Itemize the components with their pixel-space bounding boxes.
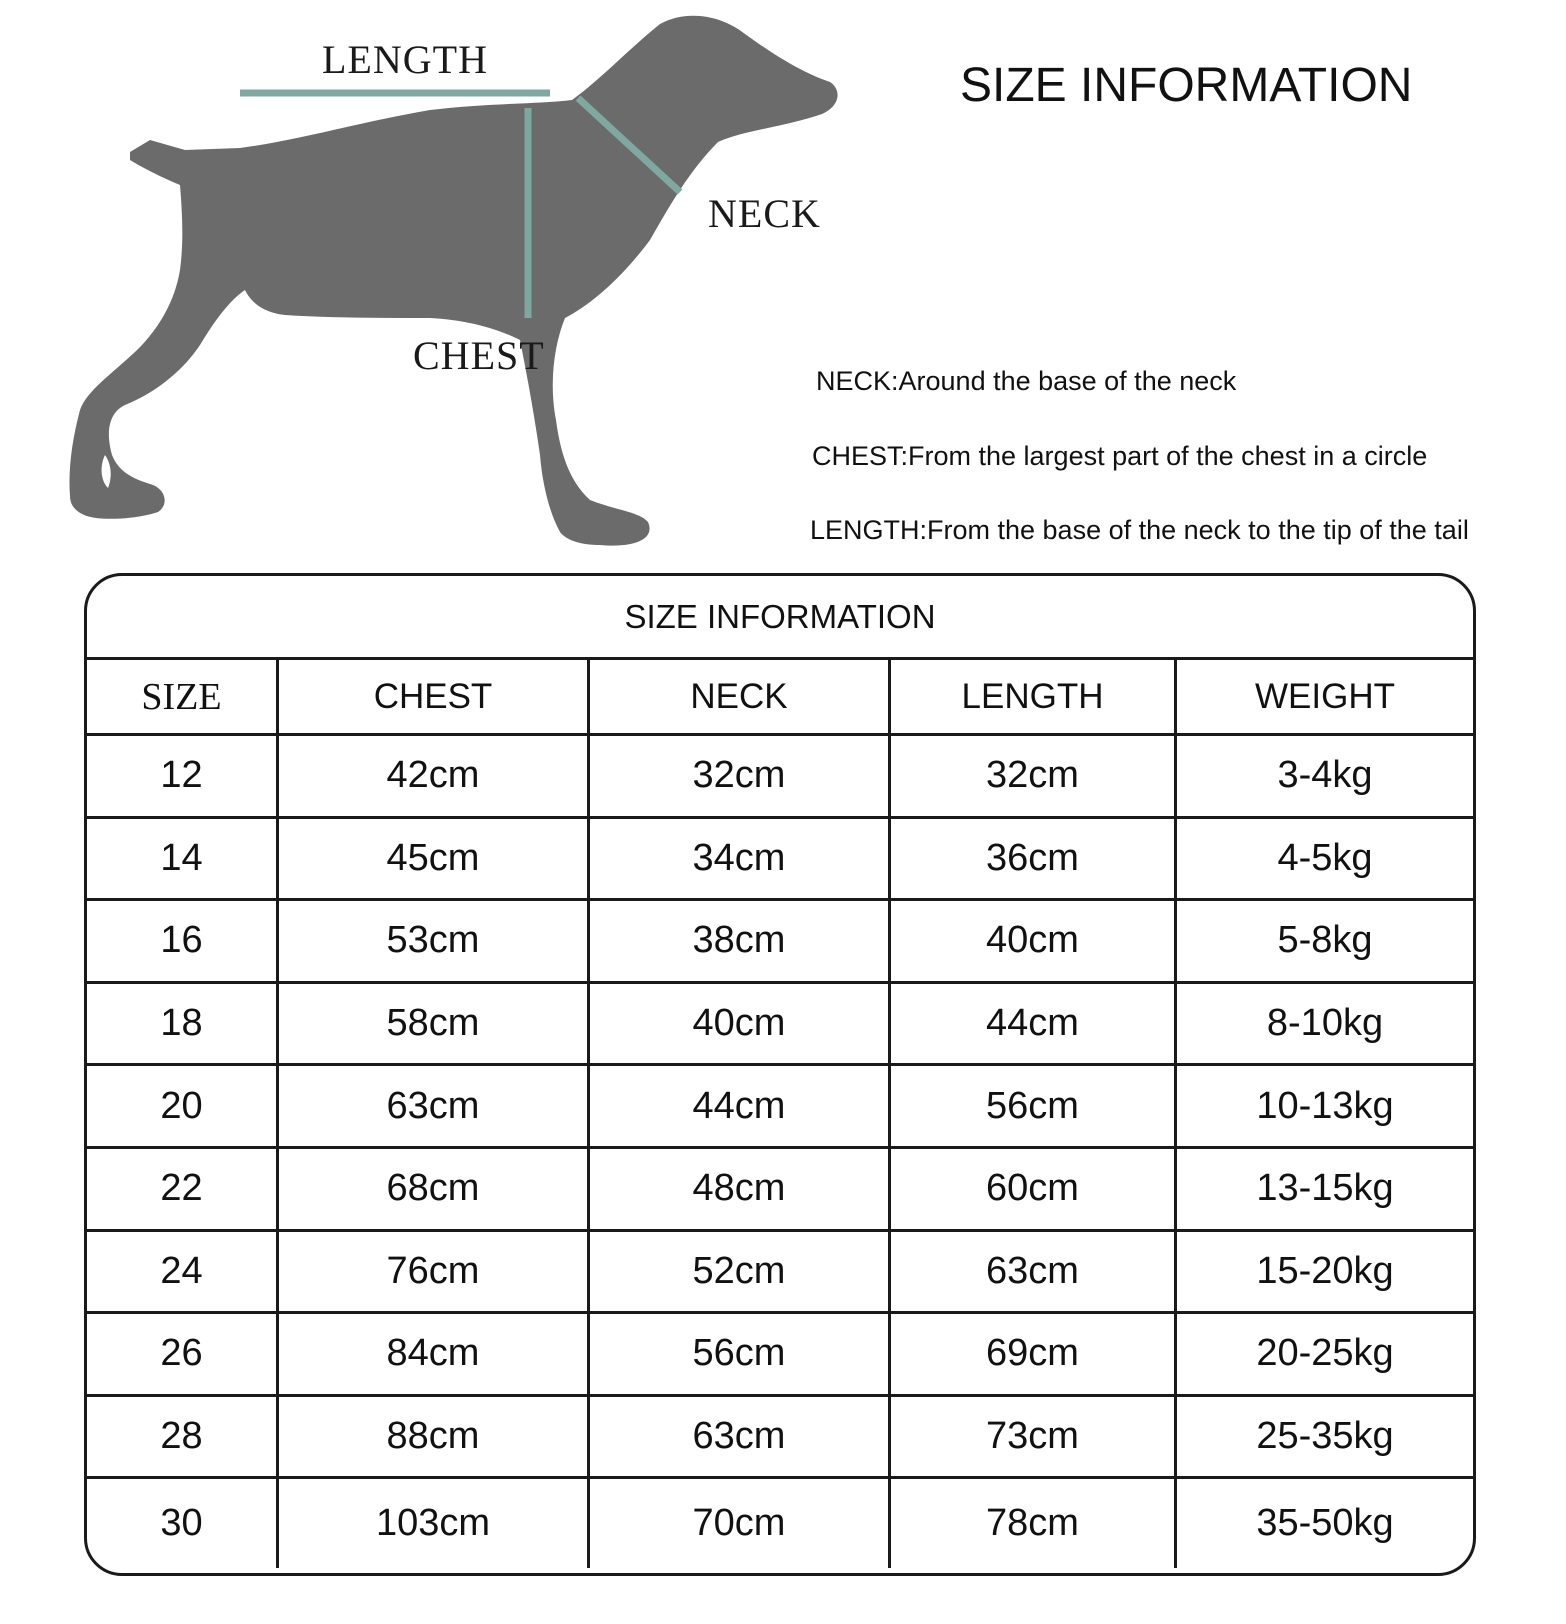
- chest-label: CHEST: [413, 333, 545, 378]
- cell-length: 32cm: [891, 736, 1177, 816]
- table-row: [87, 819, 1473, 902]
- cell-chest: 68cm: [279, 1149, 590, 1229]
- dog-measurement-figure: [0, 0, 860, 560]
- cell-length: 78cm: [891, 1479, 1177, 1568]
- table-row: [87, 901, 1473, 984]
- header-neck: NECK: [590, 660, 891, 733]
- cell-chest: 58cm: [279, 984, 590, 1064]
- cell-neck: 63cm: [590, 1397, 891, 1477]
- cell-neck: 32cm: [590, 736, 891, 816]
- cell-chest: 42cm: [279, 736, 590, 816]
- cell-chest: 84cm: [279, 1314, 590, 1394]
- header-size: SIZE: [87, 660, 279, 733]
- header-length: LENGTH: [891, 660, 1177, 733]
- table-row: [87, 1479, 1473, 1568]
- cell-chest: 76cm: [279, 1232, 590, 1312]
- cell-weight: 4-5kg: [1277, 836, 1373, 879]
- cell-weight: 10-13kg: [1256, 1084, 1394, 1127]
- cell-size: 22: [87, 1149, 279, 1229]
- size-table: [84, 573, 1476, 1576]
- cell-length: 44cm: [891, 984, 1177, 1064]
- table-row: [87, 984, 1473, 1067]
- cell-length: 63cm: [891, 1232, 1177, 1312]
- cell-neck: 34cm: [590, 819, 891, 899]
- cell-weight: 5-8kg: [1277, 919, 1373, 962]
- length-label: LENGTH: [322, 37, 488, 82]
- table-row: [87, 1314, 1473, 1397]
- cell-weight: 13-15kg: [1256, 1167, 1394, 1210]
- neck-definition: NECK:Around the base of the neck: [816, 366, 1237, 396]
- cell-size: 16: [87, 901, 279, 981]
- header-weight: WEIGHT: [1255, 676, 1395, 716]
- table-row: [87, 736, 1473, 819]
- table-header-row: [87, 660, 1473, 736]
- cell-chest: 63cm: [279, 1066, 590, 1146]
- cell-length: 56cm: [891, 1066, 1177, 1146]
- cell-neck: 70cm: [590, 1479, 891, 1568]
- table-caption: SIZE INFORMATION: [87, 576, 1473, 660]
- cell-length: 36cm: [891, 819, 1177, 899]
- cell-length: 60cm: [891, 1149, 1177, 1229]
- table-row: [87, 1066, 1473, 1149]
- table-row: [87, 1397, 1473, 1480]
- cell-size: 20: [87, 1066, 279, 1146]
- cell-chest: 103cm: [279, 1479, 590, 1568]
- cell-size: 12: [87, 736, 279, 816]
- cell-length: 40cm: [891, 901, 1177, 981]
- cell-size: 18: [87, 984, 279, 1064]
- cell-weight: 25-35kg: [1256, 1415, 1394, 1458]
- cell-length: 69cm: [891, 1314, 1177, 1394]
- cell-neck: 40cm: [590, 984, 891, 1064]
- cell-size: 30: [87, 1479, 279, 1568]
- neck-label: NECK: [708, 191, 821, 236]
- cell-neck: 52cm: [590, 1232, 891, 1312]
- cell-weight: 15-20kg: [1256, 1249, 1394, 1292]
- cell-weight: 3-4kg: [1277, 754, 1373, 797]
- cell-size: 24: [87, 1232, 279, 1312]
- table-row: [87, 1232, 1473, 1315]
- cell-chest: 45cm: [279, 819, 590, 899]
- page-title: SIZE INFORMATION: [960, 59, 1413, 112]
- cell-neck: 44cm: [590, 1066, 891, 1146]
- cell-weight: 8-10kg: [1266, 1002, 1384, 1045]
- header-chest: CHEST: [279, 660, 590, 733]
- cell-size: 26: [87, 1314, 279, 1394]
- cell-neck: 38cm: [590, 901, 891, 981]
- table-body: [87, 736, 1473, 1568]
- cell-neck: 56cm: [590, 1314, 891, 1394]
- cell-weight: 20-25kg: [1256, 1332, 1394, 1375]
- cell-chest: 53cm: [279, 901, 590, 981]
- cell-length: 73cm: [891, 1397, 1177, 1477]
- length-definition: LENGTH:From the base of the neck to the tip of the tail: [810, 515, 1469, 545]
- cell-weight: 35-50kg: [1256, 1502, 1394, 1545]
- table-row: [87, 1149, 1473, 1232]
- chest-definition: CHEST:From the largest part of the chest in a circle: [812, 441, 1428, 471]
- cell-neck: 48cm: [590, 1149, 891, 1229]
- cell-chest: 88cm: [279, 1397, 590, 1477]
- cell-size: 14: [87, 819, 279, 899]
- cell-size: 28: [87, 1397, 279, 1477]
